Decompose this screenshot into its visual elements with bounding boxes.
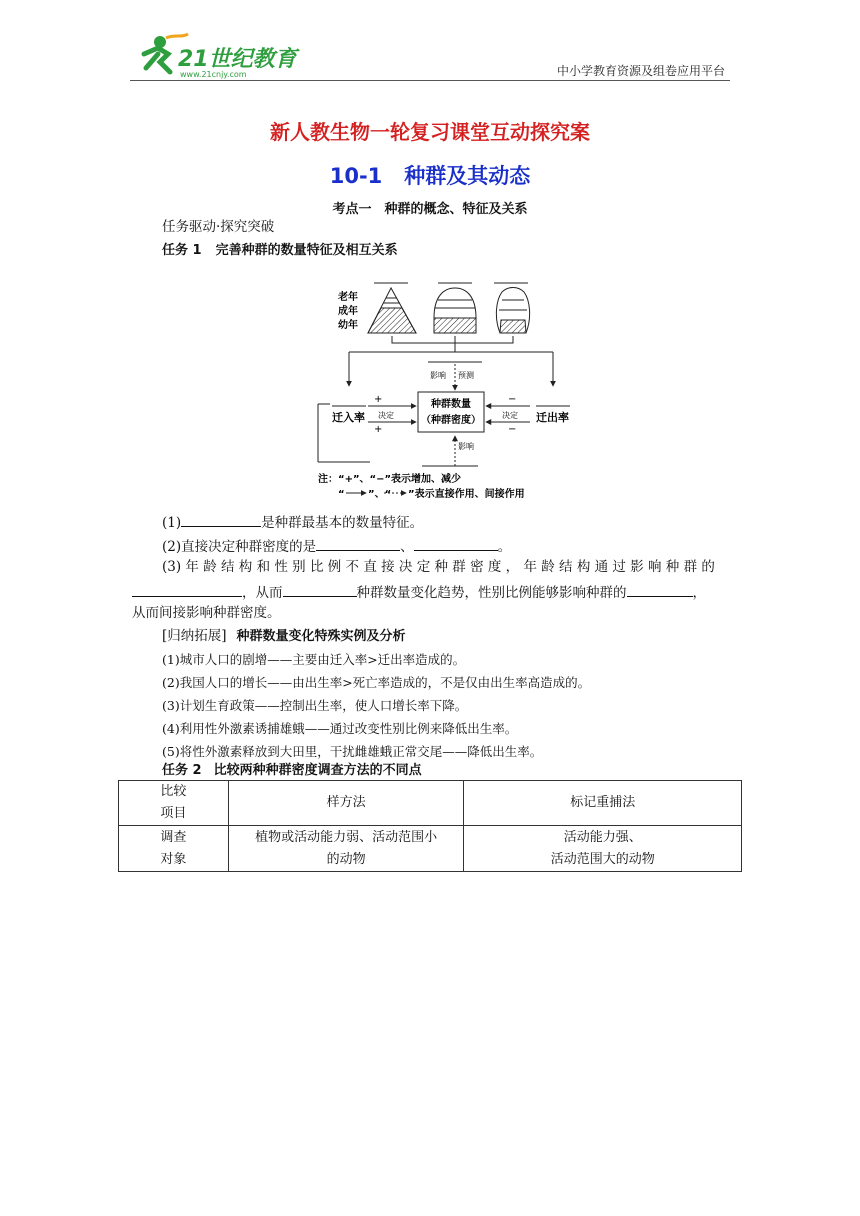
row-object-line-1: 调查 [160,829,187,845]
note-quote-mid: ”、“ [368,489,392,500]
age-label-old: 老年 [338,292,358,303]
header-cell-mark-recapture: 标记重捕法 [464,781,742,826]
row-object-line-2: 对象 [160,851,187,867]
blank-q1[interactable] [181,514,261,527]
question-2 [162,538,511,555]
row-cell-mark-recapture [464,826,742,872]
blank-q3-b[interactable] [283,584,357,597]
blank-q3-a[interactable] [132,584,242,597]
q2-sep: 、 [400,539,414,555]
platform-name: 中小学教育资源及组卷应用平台 [556,64,725,78]
header-cell-quadrat: 样方法 [228,781,464,826]
task1-text: 完善种群的数量特征及相互关系 [215,243,398,258]
header-item-line-2: 项目 [160,806,187,821]
row-mark-line-2: 活动范围大的动物 [550,851,655,867]
example-3: (3)计划生育政策——控制出生率，使人口增长率下降。 [162,698,468,713]
example-1: (1)城市人口的剧增——主要由迁入率>迁出率造成的。 [162,652,466,667]
task2-heading [162,764,422,777]
age-label-young: 幼年 [338,320,358,331]
age-pyramid-decline [496,288,529,334]
header-item-line-1: 比较 [160,784,187,799]
site-logo [130,32,330,80]
guina-tag: [归纳拓展] [162,628,227,644]
q3-text-b: 种群数量变化趋势，性别比例能够影响种群的 [356,585,627,601]
task1-heading [162,244,398,257]
minus-sign-top: − [508,394,517,405]
q3-text-c: ， [692,585,706,601]
row-cell-object [119,826,229,872]
q1-prefix: (1) [162,515,182,531]
influence-bottom-label: 影响 [458,442,474,451]
population-density-box [418,392,484,432]
row-cell-quadrat [228,826,464,872]
age-pyramid-growth [368,288,416,333]
question-3-line-2 [132,584,706,601]
example-4: (4)利用性外激素诱捕雄蛾——通过改变性别比例来降低出生率。 [162,721,518,736]
section-title [0,160,860,190]
plus-sign-bottom: + [374,424,383,435]
question-1 [162,514,423,531]
logo-url: www.21cnjy.com [180,70,247,79]
predict-label: 预测 [458,371,474,380]
blank-q2-b[interactable] [414,538,498,551]
example-5: (5)将性外激素释放到大田里，干扰雌雄蛾正常交尾——降低出生率。 [162,744,543,759]
q3-text-a: ，从而 [242,585,283,601]
task-intro: 任务驱动·探究突破 [162,219,275,235]
page-title: 新人教生物一轮复习课堂互动探究案 [270,120,590,144]
kaodian-heading: 考点一 种群的概念、特征及关系 [332,202,528,217]
center-label-1: 种群数量 [431,399,471,410]
emigration-label: 迁出率 [536,411,569,424]
section-name: 种群及其动态 [404,164,531,188]
row-quadrat-line-1: 植物或活动能力弱、活动范围小 [255,829,438,845]
section-number: 10-1 [329,164,383,188]
plus-sign-top: + [374,394,383,405]
task1-label: 任务 1 [162,243,202,258]
q2-end: 。 [497,539,512,555]
decide-right-label: 决定 [502,411,518,420]
note-line-2: ”表示直接作用、间接作用 [408,489,525,500]
example-2: (2)我国人口的增长——由出生率>死亡率造成的，不是仅由出生率高造成的。 [162,675,591,690]
note-line-1: 注：“+”、“−”表示增加、减少 [318,474,462,485]
table-header-row [119,781,742,826]
question-3-line-1: (3) 年 龄 结 构 和 性 别 比 例 不 直 接 决 定 种 群 密 度 ， 年 龄 结 构 通 过 影 响 种 群 的 [162,559,715,575]
population-diagram [312,278,582,503]
table-row [119,826,742,872]
immigration-label: 迁入率 [332,411,365,424]
task2-text: 比较两种种群密度调查方法的不同点 [213,763,422,778]
guina-heading [162,630,406,644]
header-cell-item [119,781,229,826]
age-label-adult: 成年 [338,306,358,317]
age-pyramid-stable [434,288,476,333]
row-mark-line-1: 活动能力强、 [563,829,642,845]
question-3-line-3: 从而间接影响种群密度。 [132,605,281,621]
influence-top-label: 影响 [430,371,446,380]
q1-text: 是种群最基本的数量特征。 [261,515,424,531]
blank-q3-c[interactable] [627,584,693,597]
guina-title: 种群数量变化特殊实例及分析 [236,629,406,644]
logo-text: 21世纪教育 [178,47,297,72]
decide-left-label: 决定 [378,411,394,420]
task2-label: 任务 2 [162,763,202,778]
blank-q2-a[interactable] [316,538,400,551]
center-label-2: （种群密度） [421,415,481,426]
q2-text: (2)直接决定种群密度的是 [162,539,317,555]
comparison-table [118,780,742,872]
row-quadrat-line-2: 的动物 [326,851,366,867]
header-divider [130,80,730,81]
note-quote-open: “ [338,489,345,500]
minus-sign-bottom: − [508,424,517,435]
